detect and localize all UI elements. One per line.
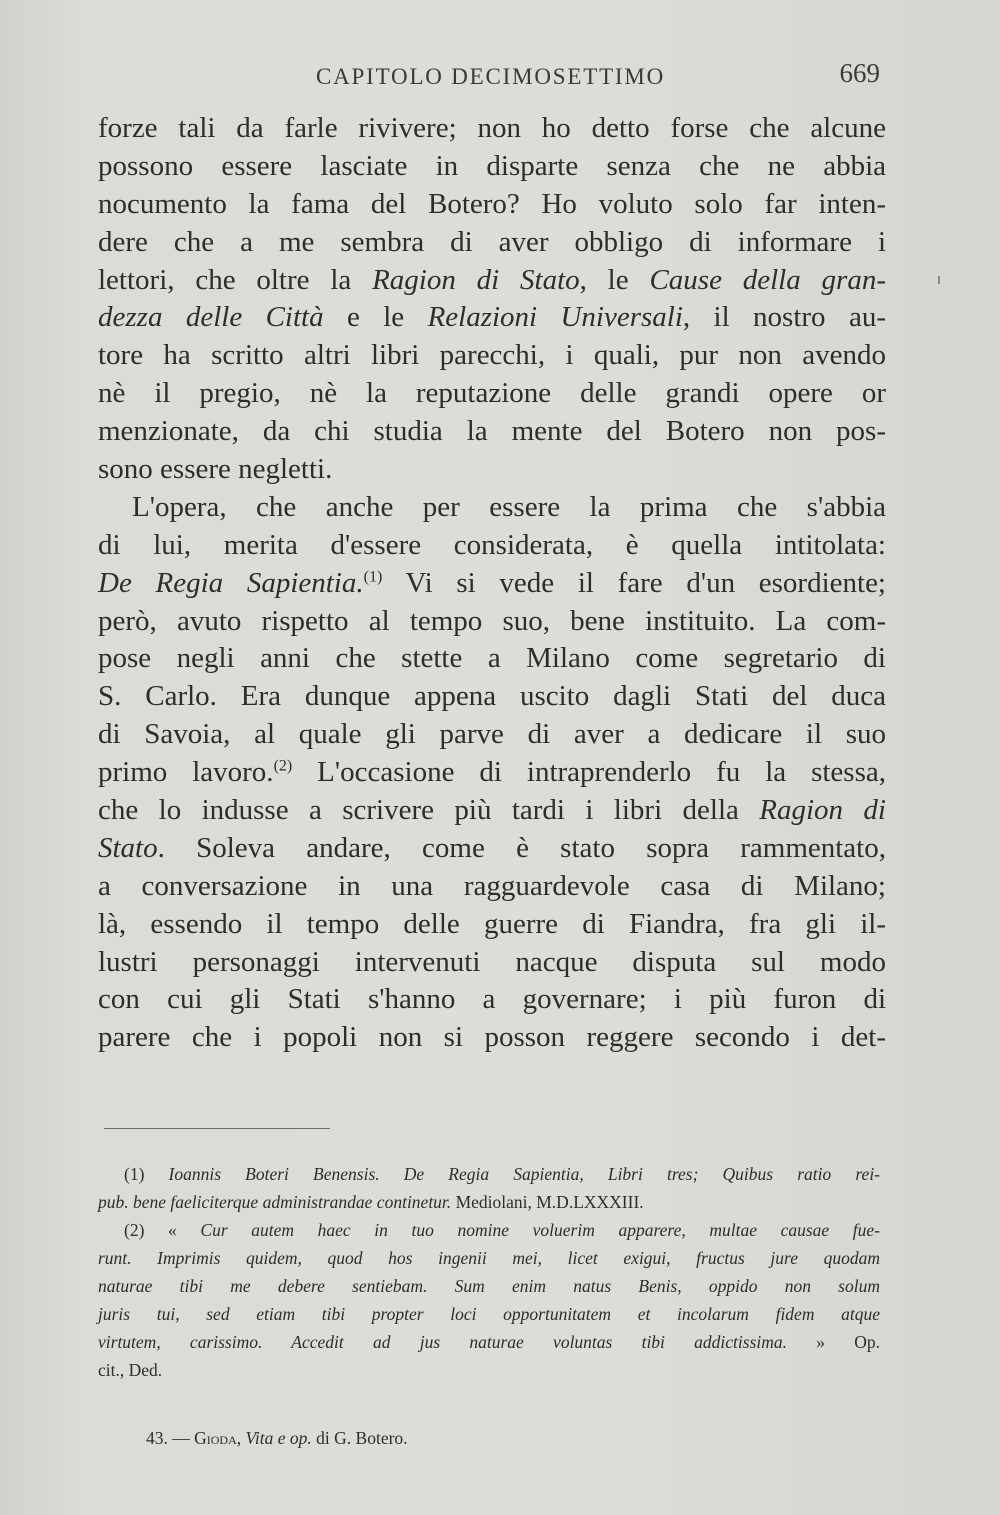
text-line (98, 565, 886, 603)
text-run: primo lavoro. (98, 756, 274, 789)
footnote-text: pub. bene faeliciterque administrandae continetur. (98, 1192, 452, 1212)
footnote-2-line: runt. Imprimis quidem, quod hos ingenii mei, licet exigui, fructus jure quodam (98, 1248, 880, 1268)
footnote-1 (124, 1160, 880, 1188)
text-line: però, avuto rispetto al tempo suo, bene instituito. La com- (98, 604, 886, 637)
footnote-2-line (98, 1328, 880, 1356)
text-line: forze tali da farle rivivere; non ho detto forse che alcune (98, 112, 886, 144)
text-line (98, 262, 886, 300)
signature-line (146, 1428, 408, 1449)
footnote-2-line: cit., Ded. (98, 1360, 163, 1380)
text-line: con cui gli Stati s'hanno a governare; i più furon di (98, 983, 886, 1016)
footnote-text: » Op. (787, 1332, 880, 1352)
footnote-separator (104, 1128, 330, 1129)
text-line: di lui, merita d'essere considerata, è quella intitolata: (98, 528, 886, 561)
text-line: a conversazione in una ragguardevole casa di Milano; (98, 869, 886, 902)
footnote-text: Ioannis Boteri Benensis. De Regia Sapientia, Libri tres; Quibus ratio rei- (168, 1164, 881, 1184)
signature-number: 43. — (146, 1428, 195, 1448)
signature-author: Gioda (194, 1428, 237, 1448)
signature-title: Vita e op. (245, 1428, 312, 1448)
footnote-text: virtutem, carissimo. Accedit ad jus naturae voluntas tibi addictissima. (98, 1332, 788, 1352)
footnote-2 (124, 1216, 880, 1244)
text-line: nè il pregio, nè la reputazione delle grandi opere or (98, 377, 886, 410)
text-run: lettori, che oltre la (98, 263, 373, 296)
footnotes (98, 1160, 881, 1384)
text-run: , le (579, 263, 650, 296)
text-line: nocumento la fama del Botero? Ho voluto solo far inten- (98, 187, 886, 220)
footnote-ref: (2) (273, 757, 293, 775)
italic-title: Relazioni Universali (427, 301, 683, 334)
text-line: menzionate, da chi studia la mente del Botero non pos- (98, 415, 886, 448)
text-line: dere che a me sembra di aver obbligo di informare i (98, 225, 886, 258)
text-line: di Savoia, al quale gli parve di aver a dedicare il suo (98, 718, 886, 751)
text-run: Vi si vede il fare d'un esordiente; (382, 566, 886, 599)
text-line: parere che i popoli non si posson reggere secondo i det- (98, 1021, 886, 1054)
text-line (98, 792, 886, 830)
text-line: sono essere negletti. (98, 453, 333, 486)
text-line: pose negli anni che stette a Milano come segretario di (98, 642, 886, 675)
text-line (98, 754, 886, 792)
footnote-text: Mediolani, M.D.LXXXIII. (451, 1192, 644, 1212)
signature-rest: di G. Botero. (311, 1428, 408, 1448)
footnote-number: (1) (124, 1164, 169, 1184)
footnote-2-line: naturae tibi me debere sentiebam. Sum enim natus Benis, oppido non solum (98, 1276, 880, 1296)
footnote-text: Cur autem haec in tuo nomine voluerim apparere, multae causae fue- (200, 1220, 881, 1240)
italic-title: Cause della gran- (649, 263, 886, 296)
italic-title: dezza delle Città (98, 301, 324, 334)
text-line: tore ha scritto altri libri parecchi, i quali, pur non avendo (98, 339, 886, 372)
footnote-1-line (98, 1188, 880, 1216)
text-line: lustri personaggi intervenuti nacque disputa sul modo (98, 945, 886, 978)
italic-title: Ragion di (759, 794, 886, 827)
text-line: L'opera, che anche per essere la prima che s'abbia (132, 490, 886, 523)
footnote-ref: (1) (363, 568, 383, 586)
text-run: che lo indusse a scrivere più tardi i libri della (98, 794, 760, 827)
margin-mark (938, 276, 940, 284)
italic-title: Ragion di Stato (372, 263, 580, 296)
body-text (98, 110, 886, 1057)
text-line (98, 299, 886, 337)
text-run: L'occasione di intraprenderlo fu la stessa, (292, 756, 887, 789)
text-run: . Soleva andare, come è stato sopra rammentato, (157, 831, 886, 864)
footnote-number: (2) « (124, 1220, 201, 1240)
signature-sep: , (236, 1428, 246, 1448)
text-line: possono essere lasciate in disparte senza che ne abbia (98, 149, 886, 182)
text-line: S. Carlo. Era dunque appena uscito dagli Stati del duca (98, 680, 886, 713)
footnote-2-line: juris tui, sed etiam tibi propter loci opportunitatem et incolarum fidem atque (98, 1304, 880, 1324)
page-number: 669 (839, 58, 880, 88)
text-run: , il nostro au- (682, 301, 886, 334)
italic-title: Stato (98, 831, 158, 864)
text-run: e le (323, 301, 428, 334)
page-header (98, 56, 880, 96)
text-line (98, 830, 886, 868)
running-title: CAPITOLO DECIMOSETTIMO (316, 64, 666, 89)
italic-title: De Regia Sapientia. (98, 566, 364, 599)
text-line: là, essendo il tempo delle guerre di Fiandra, fra gli il- (98, 907, 886, 940)
